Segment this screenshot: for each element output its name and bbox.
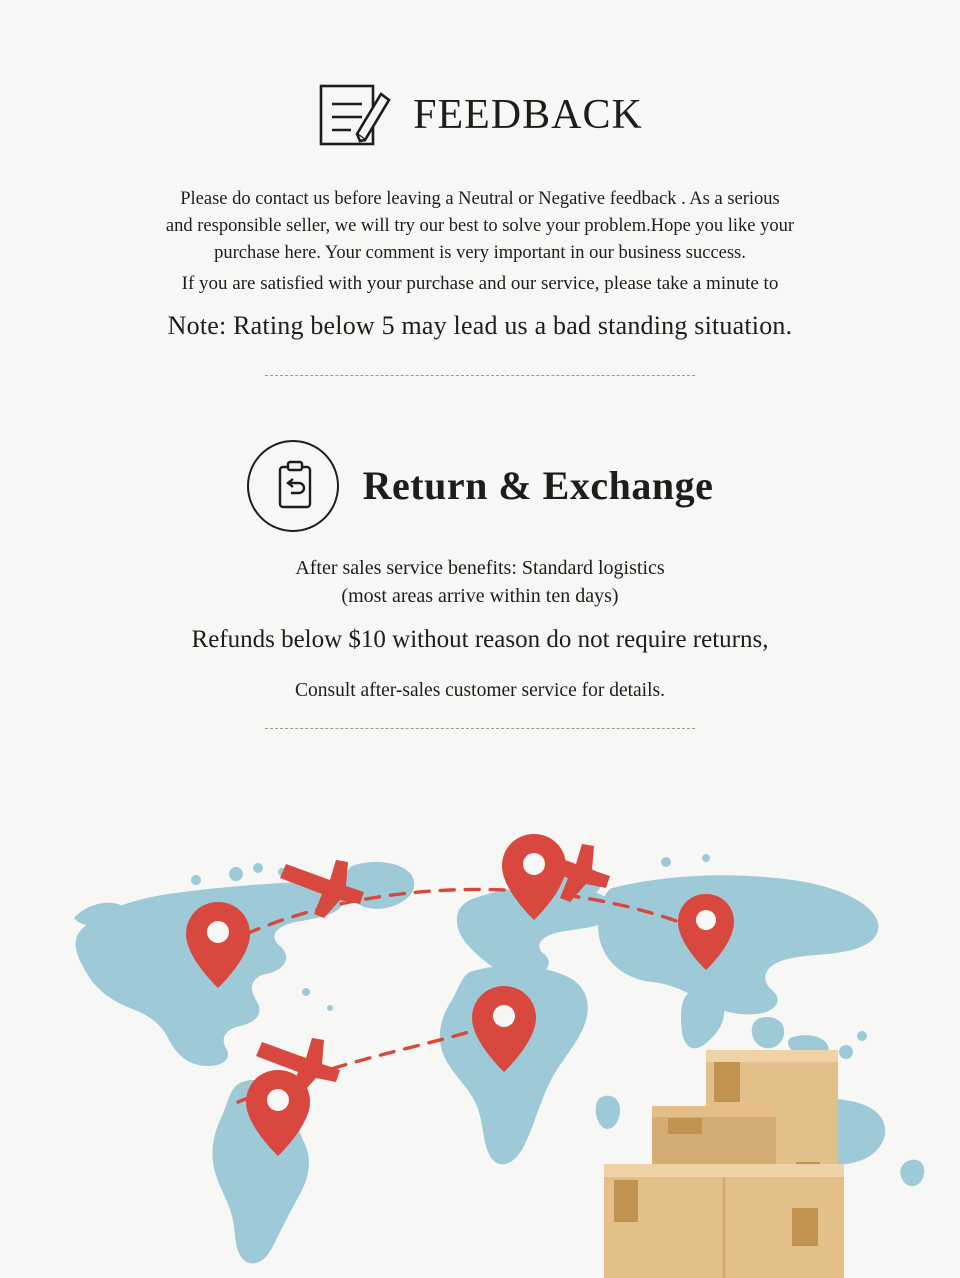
divider-2 [265, 728, 695, 729]
returns-line-1: After sales service benefits: Standard logistics [295, 556, 665, 579]
returns-line-2: (most areas arrive within ten days) [341, 585, 619, 608]
feedback-title: FEEDBACK [413, 92, 643, 138]
feedback-section-header [0, 78, 960, 152]
parcel-boxes [604, 1050, 844, 1278]
returns-title: Return & Exchange [362, 463, 714, 509]
feedback-line-1: Please do contact us before leaving a Neutral or Negative feedback . As a serious [180, 189, 780, 209]
divider-1 [265, 375, 695, 376]
feedback-line-4: If you are satisfied with your purchase and our service, please take a minute to [181, 273, 779, 295]
returns-section-header [0, 440, 960, 532]
returns-consult-note: Consult after-sales customer service for details. [295, 680, 665, 702]
feedback-line-2: and responsible seller, we will try our best to solve your problem.Hope you like your [165, 215, 795, 236]
feedback-text-block [80, 186, 880, 345]
world-map-shipping-illustration [0, 822, 960, 1278]
return-box-icon [247, 440, 339, 532]
note-edit-icon [317, 78, 391, 152]
feedback-rating-note: Note: Rating below 5 may lead us a bad standing situation. [167, 310, 793, 340]
returns-refund-note: Refunds below $10 without reason do not require returns, [191, 626, 769, 654]
returns-text-block [50, 554, 910, 703]
feedback-line-3: purchase here. Your comment is very important in our business success. [214, 242, 746, 263]
